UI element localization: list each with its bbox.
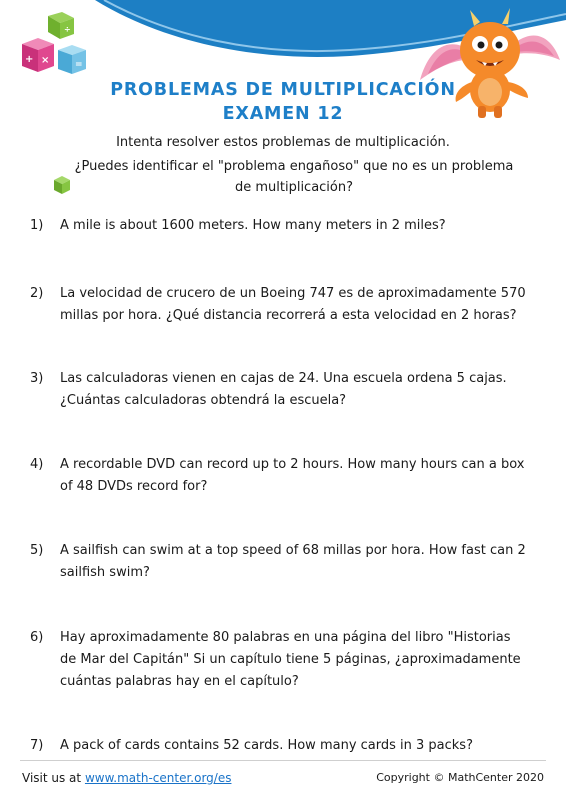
svg-text:×: × xyxy=(41,55,50,66)
title-line-2: EXAMEN 12 xyxy=(222,104,344,124)
problem-text: La velocidad de crucero de un Boeing 747 es de aproximadamente 570 millas por hora. ¿Qué distancia recorrerá a esta velocidad en 2 horas? xyxy=(60,286,526,323)
problem-1 xyxy=(30,215,530,237)
problem-text: A mile is about 1600 meters. How many meters in 2 miles? xyxy=(60,218,446,233)
footer-visit xyxy=(22,771,231,785)
problem-text: A sailfish can swim at a top speed of 68 millas por hora. How fast can 2 sailfish swim? xyxy=(60,543,526,580)
problem-4 xyxy=(30,454,530,498)
problem-text: Las calculadoras vienen en cajas de 24. Una escuela ordena 5 cajas. ¿Cuántas calculadoras obtendrá la escuela? xyxy=(60,371,507,408)
svg-text:÷: ÷ xyxy=(64,25,71,34)
instructions-line-1: Intenta resolver estos problemas de multiplicación. xyxy=(116,135,450,150)
instructions-line-2: ¿Puedes identificar el "problema engañoso" que no es un problema de multiplicación? xyxy=(74,159,514,195)
problem-number: 2) xyxy=(30,286,44,301)
problem-7 xyxy=(30,735,530,757)
website-link[interactable]: www.math-center.org/es xyxy=(84,771,232,785)
problem-3 xyxy=(30,368,530,412)
problem-2 xyxy=(30,283,530,327)
footer-visit-prefix: Visit us at xyxy=(22,771,85,785)
problem-number: 1) xyxy=(30,218,44,233)
problem-text: A recordable DVD can record up to 2 hours. How many hours can a box of 48 DVDs record for? xyxy=(60,457,525,494)
title-line-1: PROBLEMAS DE MULTIPLICACIÓN xyxy=(110,80,456,100)
problem-number: 5) xyxy=(30,543,44,558)
problem-6 xyxy=(30,627,530,693)
footer-divider xyxy=(20,760,546,761)
svg-text:=: = xyxy=(75,60,83,70)
problem-5 xyxy=(30,540,530,584)
problem-number: 7) xyxy=(30,738,44,753)
problem-text: Hay aproximadamente 80 palabras en una página del libro "Historias de Mar del Capitán" Si un capítulo tiene 5 páginas, ¿aproximadamente cuántas palabras hay en el capítulo? xyxy=(60,630,521,689)
problem-number: 6) xyxy=(30,630,44,645)
problem-text: A pack of cards contains 52 cards. How many cards in 3 packs? xyxy=(60,738,473,753)
problem-number: 3) xyxy=(30,371,44,386)
problem-number: 4) xyxy=(30,457,44,472)
svg-text:+: + xyxy=(25,54,34,65)
footer-copyright: Copyright © MathCenter 2020 xyxy=(376,771,544,784)
